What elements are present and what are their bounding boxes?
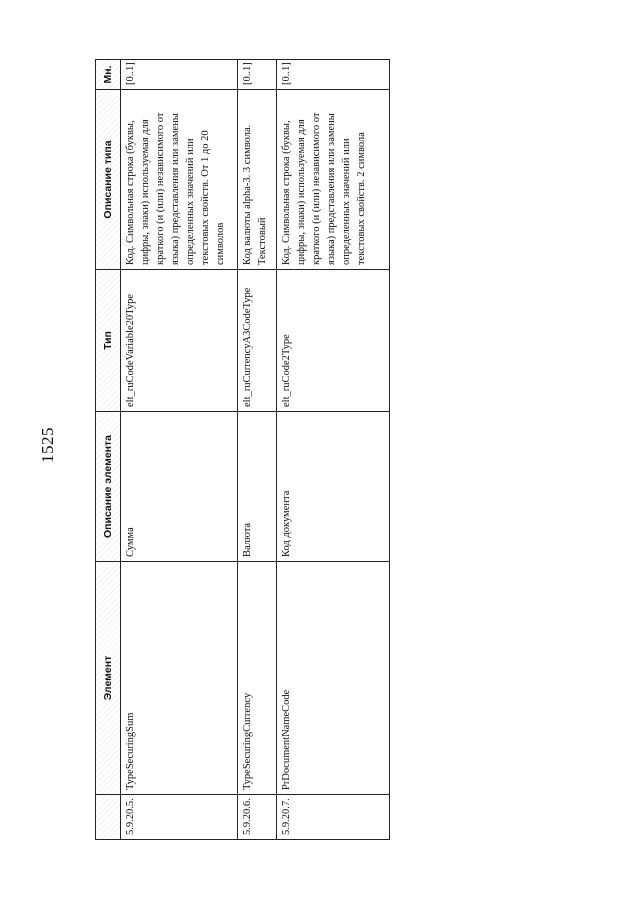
header-multiplicity: Мн. (96, 60, 121, 90)
row-element: TypeSecuringCurrency (238, 562, 277, 795)
row-element-description: Сумма (121, 412, 238, 562)
row-number: 5.9.20.6. (238, 795, 277, 840)
row-type: elt_ruCurrencyA3CodeType (238, 270, 277, 412)
row-type: elt_ruCodeVariable20Type (121, 270, 238, 412)
table-row (121, 60, 238, 840)
document-table-container (95, 60, 375, 840)
row-element: TypeSecuringSum (121, 562, 238, 795)
elements-table (95, 59, 390, 840)
table-header-row (96, 60, 121, 840)
row-type: elt_ruCode2Type (277, 270, 390, 412)
header-type-description: Описание типа (96, 90, 121, 270)
row-element: PrDocumentNameCode (277, 562, 390, 795)
row-multiplicity: [0..1] (238, 60, 277, 90)
row-multiplicity: [0..1] (121, 60, 238, 90)
header-element-description: Описание элемента (96, 412, 121, 562)
row-type-description: Код. Символьная строка (буквы, цифры, знаки) используемая для краткого (и (или) независимого от языка) представления или замены определенных значений или текстовых свойств. 2 символа (277, 90, 390, 270)
row-multiplicity: [0..1] (277, 60, 390, 90)
table-row (277, 60, 390, 840)
header-element: Элемент (96, 562, 121, 795)
row-type-description: Код. Символьная строка (буквы, цифры, знаки) используемая для краткого (и (или) независимого от языка) представления или замены определенных значений или текстовых свойств. От 1 до 20 символов (121, 90, 238, 270)
row-element-description: Валюта (238, 412, 277, 562)
row-element-description: Код документа (277, 412, 390, 562)
row-type-description: Код валюты alpha-3. 3 символа. Текстовый (238, 90, 277, 270)
header-number (96, 795, 121, 840)
page-number: 1525 (38, 427, 57, 463)
row-number: 5.9.20.7. (277, 795, 390, 840)
table-row (238, 60, 277, 840)
row-number: 5.9.20.5. (121, 795, 238, 840)
header-type: Тип (96, 270, 121, 412)
